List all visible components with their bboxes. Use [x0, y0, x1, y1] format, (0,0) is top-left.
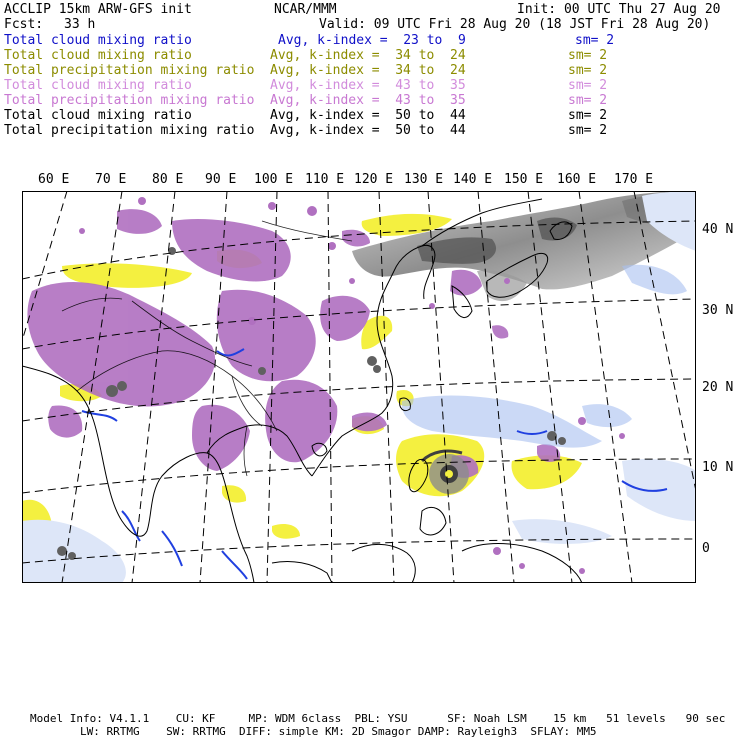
field-k-index-range: Avg, k-index = 23 to 9 — [278, 33, 466, 48]
forecast-map — [22, 191, 696, 583]
lon-label: 60 E — [38, 172, 70, 187]
lon-label: 90 E — [205, 172, 237, 187]
field-k-index-range: Avg, k-index = 43 to 35 — [270, 93, 466, 108]
forecast-hours: 33 h — [64, 17, 96, 32]
valid-time: Valid: 09 UTC Fri 28 Aug 20 (18 JST Fri 28 Aug 20) — [319, 17, 711, 32]
organization-label: NCAR/MMM — [274, 2, 337, 17]
lat-label: 0 — [702, 541, 710, 556]
lon-label: 120 E — [354, 172, 394, 187]
field-k-index-range: Avg, k-index = 34 to 24 — [270, 48, 466, 63]
lon-label: 100 E — [254, 172, 294, 187]
field-name: Total cloud mixing ratio — [4, 78, 192, 93]
init-time: Init: 00 UTC Thu 27 Aug 20 — [517, 2, 721, 17]
field-name: Total cloud mixing ratio — [4, 108, 192, 123]
lat-label: 40 N — [702, 222, 734, 237]
model-info-line2: LW: RRTMG SW: RRTMG DIFF: simple KM: 2D Smagor DAMP: Rayleigh3 SFLAY: MM5 — [80, 725, 597, 738]
lon-label: 110 E — [305, 172, 345, 187]
field-smoothing: sm= 2 — [575, 33, 615, 48]
field-k-index-range: Avg, k-index = 43 to 35 — [270, 78, 466, 93]
field-k-index-range: Avg, k-index = 50 to 44 — [270, 123, 466, 138]
field-name: Total precipitation mixing ratio — [4, 63, 255, 78]
field-name: Total cloud mixing ratio — [4, 33, 192, 48]
forecast-label: Fcst: — [4, 17, 44, 32]
field-smoothing: sm= 2 — [568, 48, 608, 63]
map-canvas — [22, 191, 696, 583]
lon-label: 130 E — [404, 172, 444, 187]
field-smoothing: sm= 2 — [568, 108, 608, 123]
model-title: ACCLIP 15km ARW-GFS init — [4, 2, 192, 17]
lon-label: 170 E — [614, 172, 654, 187]
field-name: Total precipitation mixing ratio — [4, 123, 255, 138]
lon-label: 80 E — [152, 172, 184, 187]
lat-label: 20 N — [702, 380, 734, 395]
field-k-index-range: Avg, k-index = 50 to 44 — [270, 108, 466, 123]
field-name: Total cloud mixing ratio — [4, 48, 192, 63]
field-smoothing: sm= 2 — [568, 78, 608, 93]
lon-label: 70 E — [95, 172, 127, 187]
lon-label: 140 E — [453, 172, 493, 187]
lon-label: 160 E — [557, 172, 597, 187]
field-smoothing: sm= 2 — [568, 93, 608, 108]
lon-label: 150 E — [504, 172, 544, 187]
model-info-line1: Model Info: V4.1.1 CU: KF MP: WDM 6class PBL: YSU SF: Noah LSM 15 km 51 levels 90 sec — [30, 712, 726, 725]
lat-label: 10 N — [702, 460, 734, 475]
field-k-index-range: Avg, k-index = 34 to 24 — [270, 63, 466, 78]
field-smoothing: sm= 2 — [568, 63, 608, 78]
field-name: Total precipitation mixing ratio — [4, 93, 255, 108]
field-smoothing: sm= 2 — [568, 123, 608, 138]
lat-label: 30 N — [702, 303, 734, 318]
